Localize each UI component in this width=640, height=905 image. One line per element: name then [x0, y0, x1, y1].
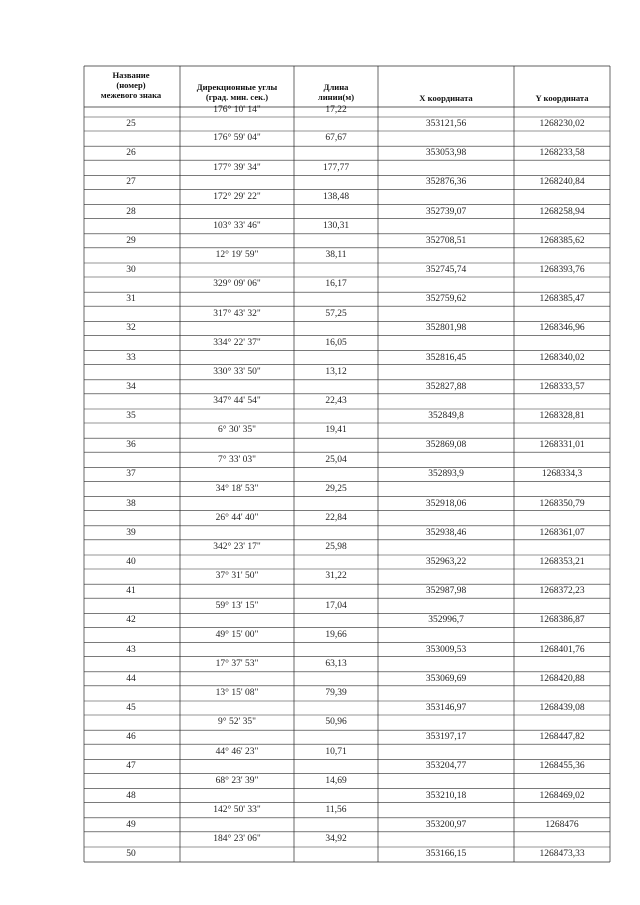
boundary-mark-name: 25 [126, 119, 136, 129]
boundary-mark-name: 27 [126, 177, 136, 188]
x-coordinate: 352816,45 [425, 352, 467, 363]
boundary-mark-name: 40 [126, 557, 136, 567]
x-coordinate: 352938,46 [425, 527, 467, 538]
line-length: 19,41 [325, 425, 347, 436]
direction-angle: 7° 33' 03" [218, 454, 256, 465]
x-coordinate: 352918,06 [425, 498, 467, 509]
y-coordinate: 1268473,33 [539, 849, 585, 859]
y-coordinate: 1268372,23 [539, 586, 585, 597]
x-coordinate: 352801,98 [425, 323, 467, 334]
direction-angle: 68° 23' 39" [215, 775, 259, 786]
boundary-mark-name: 39 [126, 527, 136, 538]
boundary-mark-name: 30 [126, 265, 136, 275]
x-coordinate: 353146,97 [425, 703, 467, 713]
line-length: 11,56 [325, 805, 347, 815]
boundary-mark-name: 36 [126, 440, 136, 451]
direction-angle: 317° 43' 32" [213, 308, 261, 319]
y-coordinate: 1268233,58 [539, 148, 585, 159]
boundary-mark-name: 32 [126, 323, 136, 334]
y-coordinate: 1268447,82 [539, 732, 585, 743]
boundary-mark-name: 50 [126, 849, 136, 859]
line-length: 22,84 [325, 513, 347, 523]
y-coordinate: 1268331,01 [539, 440, 585, 451]
direction-angle: 9° 52' 35" [218, 717, 256, 728]
line-length: 13,12 [325, 367, 347, 377]
x-coordinate: 353069,69 [425, 673, 467, 684]
direction-angle: 347° 44' 54" [213, 396, 261, 407]
direction-angle: 13° 15' 08" [215, 688, 259, 699]
direction-angle: 342° 23' 17" [213, 542, 261, 553]
y-coordinate: 1268385,62 [539, 235, 585, 246]
direction-angle: 334° 22' 37" [213, 337, 261, 348]
line-length: 63,13 [325, 659, 347, 669]
x-coordinate: 352876,36 [425, 177, 467, 188]
line-length: 14,69 [325, 775, 347, 786]
line-length: 22,43 [325, 396, 347, 407]
y-coordinate: 1268361,07 [539, 527, 585, 538]
direction-angle: 177° 39' 34" [213, 162, 261, 173]
header-col-name [101, 70, 161, 100]
y-coordinate: 1268340,02 [539, 352, 585, 363]
direction-angle: 26° 44' 40" [215, 513, 259, 523]
y-coordinate: 1268353,21 [539, 557, 585, 567]
line-length: 25,04 [325, 454, 347, 465]
x-coordinate: 352739,07 [425, 206, 467, 217]
header-col-name-line: Название [112, 70, 150, 80]
boundary-mark-name: 38 [126, 498, 136, 509]
boundary-mark-name: 34 [126, 381, 136, 392]
line-length: 57,25 [325, 308, 347, 319]
x-coordinate: 352996,7 [428, 615, 464, 626]
y-coordinate: 1268333,57 [539, 381, 585, 392]
direction-angle: 103° 33' 46" [213, 221, 261, 231]
line-length: 16,17 [325, 279, 347, 290]
y-coordinate: 1268401,76 [539, 644, 585, 655]
direction-angle: 12° 19' 59" [215, 250, 259, 261]
y-coordinate: 1268328,81 [539, 411, 585, 421]
y-coordinate: 1268469,02 [539, 790, 585, 801]
boundary-mark-name: 35 [126, 411, 136, 421]
direction-angle: 142° 50' 33" [213, 805, 261, 815]
line-length: 50,96 [325, 717, 347, 728]
direction-angle: 49° 15' 00" [215, 629, 259, 640]
header-col-y: Y координата [535, 93, 589, 103]
line-length: 16,05 [325, 337, 347, 348]
x-coordinate: 353210,18 [425, 790, 467, 801]
x-coordinate: 352708,51 [425, 235, 467, 246]
direction-angle: 34° 18' 53" [215, 483, 259, 494]
direction-angle: 37° 31' 50" [215, 571, 259, 582]
x-coordinate: 352869,08 [425, 440, 467, 451]
boundary-mark-name: 33 [126, 352, 136, 363]
line-length: 10,71 [325, 746, 347, 757]
line-length: 34,92 [325, 834, 347, 845]
x-coordinate: 352987,98 [425, 586, 467, 597]
header-col-angle-line: Дирекционные углы [196, 82, 278, 92]
line-length: 130,31 [322, 221, 350, 231]
y-coordinate: 1268258,94 [539, 206, 585, 217]
header-col-angle-line: (град. мин. сек.) [205, 92, 269, 102]
line-length: 25,98 [325, 542, 347, 553]
x-coordinate: 353204,77 [425, 761, 467, 772]
direction-angle: 44° 46' 23" [215, 746, 259, 757]
boundary-mark-name: 28 [126, 206, 136, 217]
direction-angle: 6° 30' 35" [218, 425, 256, 436]
y-coordinate: 1268346,96 [539, 323, 585, 334]
line-length: 138,48 [322, 191, 350, 202]
header-col-length-line: линии(м) [317, 92, 355, 102]
boundary-mark-name: 31 [126, 294, 136, 305]
direction-angle: 17° 37' 53" [215, 659, 259, 669]
direction-angle: 329° 09' 06" [213, 279, 261, 290]
boundary-mark-name: 41 [126, 586, 136, 597]
boundary-mark-name: 49 [126, 819, 136, 830]
line-length: 79,39 [325, 688, 347, 699]
line-length: 38,11 [325, 250, 347, 261]
direction-angle: 184° 23' 06" [213, 834, 261, 845]
header-col-name-line: межевого знака [100, 90, 162, 100]
x-coordinate: 353009,53 [425, 644, 467, 655]
line-length: 19,66 [325, 629, 347, 640]
y-coordinate: 1268230,02 [539, 119, 585, 129]
y-coordinate: 1268476 [545, 819, 579, 830]
x-coordinate: 353197,17 [425, 732, 467, 743]
x-coordinate: 352745,74 [425, 265, 467, 275]
y-coordinate: 1268393,76 [539, 265, 585, 275]
direction-angle: 59° 13' 15" [215, 600, 259, 611]
line-length: 17,22 [325, 105, 347, 115]
x-coordinate: 352893,9 [428, 469, 464, 480]
direction-angle: 176° 59' 04" [213, 133, 261, 144]
boundary-mark-name: 29 [126, 235, 136, 246]
x-coordinate: 352849,8 [428, 411, 464, 421]
y-coordinate: 1268439,08 [539, 703, 585, 713]
line-length: 17,04 [325, 600, 347, 611]
boundary-mark-name: 44 [126, 673, 136, 684]
boundary-mark-name: 48 [126, 790, 136, 801]
x-coordinate: 353200,97 [425, 819, 467, 830]
x-coordinate: 353121,56 [425, 119, 467, 129]
boundary-mark-name: 26 [126, 148, 136, 159]
y-coordinate: 1268334,3 [541, 469, 583, 480]
boundary-mark-name: 46 [126, 732, 136, 743]
line-length: 67,67 [325, 133, 347, 144]
y-coordinate: 1268420,88 [539, 673, 585, 684]
line-length: 177,77 [322, 162, 350, 173]
line-length: 29,25 [325, 483, 347, 494]
header-col-angle [197, 82, 277, 102]
x-coordinate: 353166,15 [425, 849, 467, 859]
boundary-mark-name: 37 [126, 469, 136, 480]
direction-angle: 176° 10' 14" [213, 105, 261, 115]
boundary-mark-name: 43 [126, 644, 136, 655]
y-coordinate: 1268240,84 [539, 177, 585, 188]
x-coordinate: 353053,98 [425, 148, 467, 159]
x-coordinate: 352827,88 [425, 381, 467, 392]
y-coordinate: 1268350,79 [539, 498, 585, 509]
y-coordinate: 1268455,36 [539, 761, 585, 772]
x-coordinate: 352759,62 [425, 294, 467, 305]
boundary-mark-name: 45 [126, 703, 136, 713]
y-coordinate: 1268385,47 [539, 294, 585, 305]
line-length: 31,22 [325, 571, 347, 582]
header-col-length-line: Длина [323, 82, 349, 92]
direction-angle: 330° 33' 50" [213, 367, 261, 377]
header-col-x: X координата [419, 93, 473, 103]
direction-angle: 172° 29' 22" [213, 191, 261, 202]
boundary-mark-name: 47 [126, 761, 136, 772]
x-coordinate: 352963,22 [425, 557, 467, 567]
y-coordinate: 1268386,87 [539, 615, 585, 626]
boundary-mark-name: 42 [126, 615, 136, 626]
header-col-length [318, 82, 354, 102]
header-col-name-line: (номер) [116, 80, 146, 90]
